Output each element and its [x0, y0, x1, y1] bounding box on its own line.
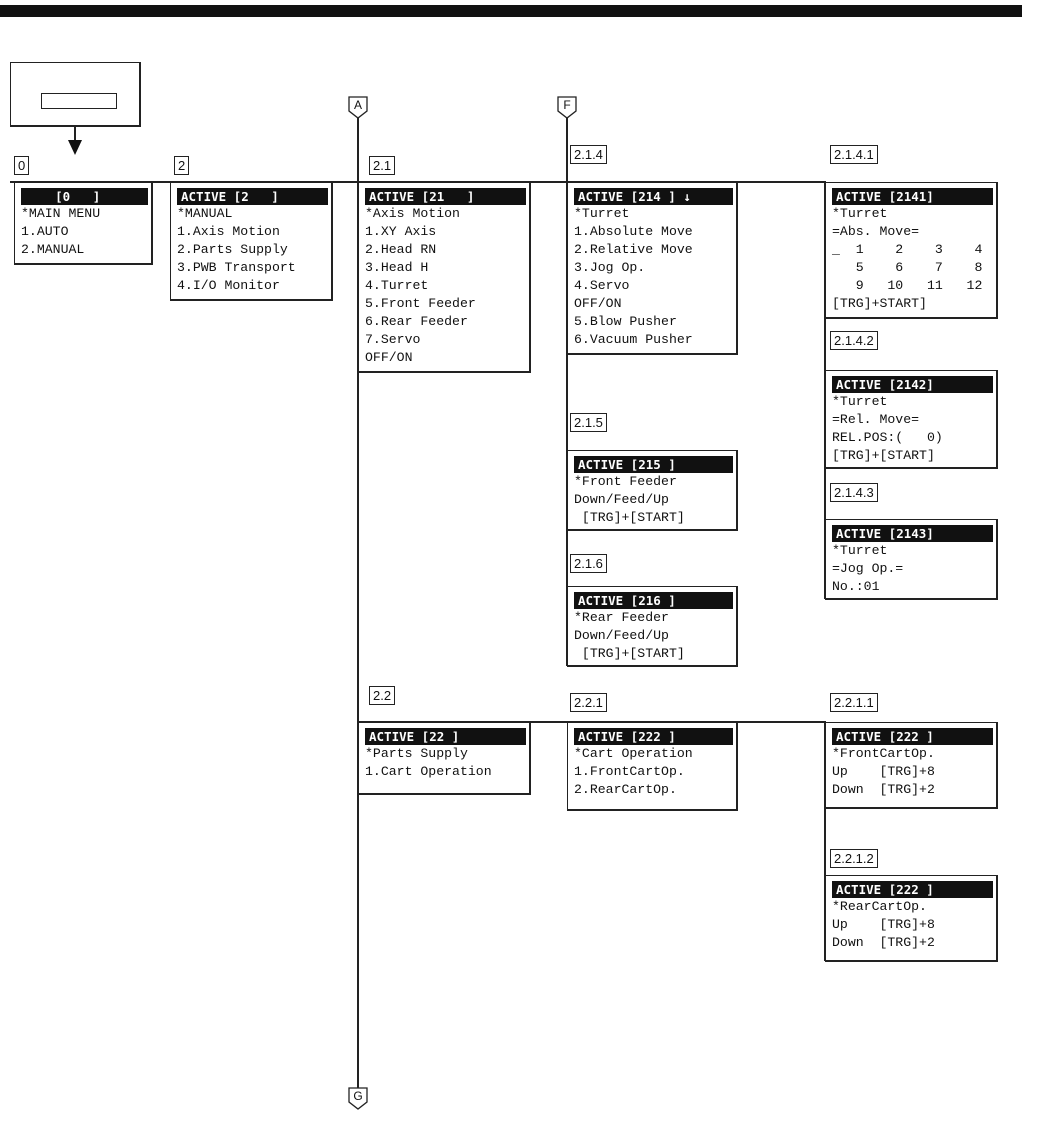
menu-row: 9 10 11 12: [832, 278, 983, 293]
screen-2-2-1-2: [825, 875, 998, 962]
connector-a: [348, 96, 368, 120]
screen-2-1-4: [567, 182, 738, 355]
screen-header: ACTIVE [22 ]: [365, 728, 526, 745]
screen-header: [0 ]: [21, 188, 148, 205]
menu-row: 2.Parts Supply: [177, 242, 288, 257]
menu-row: OFF/ON: [365, 350, 413, 365]
menu-row: No.:01: [832, 579, 880, 594]
menu-row: [TRG]+[START]: [574, 510, 685, 525]
screen-header: ACTIVE [215 ]: [574, 456, 733, 473]
menu-row: REL.POS:( 0): [832, 430, 943, 445]
menu-row: 5 6 7 8: [832, 260, 983, 275]
menu-row: OFF/ON: [574, 296, 622, 311]
screen-2-2-1: [567, 722, 738, 811]
menu-row: *Turret: [832, 206, 888, 221]
menu-row: 6.Rear Feeder: [365, 314, 468, 329]
menu-row: Up [TRG]+8: [832, 764, 935, 779]
connector-f: [557, 96, 577, 120]
screen-header: ACTIVE [2143]: [832, 525, 993, 542]
connector-g-label: G: [353, 1089, 363, 1103]
menu-row: 3.PWB Transport: [177, 260, 296, 275]
menu-row: 3.Head H: [365, 260, 429, 275]
menu-row: 1.XY Axis: [365, 224, 437, 239]
screen-header: ACTIVE [216 ]: [574, 592, 733, 609]
screen-2-1-4-1: [825, 182, 998, 319]
menu-row: *FrontCartOp.: [832, 746, 935, 761]
menu-row: 4.I/O Monitor: [177, 278, 280, 293]
menu-row: [TRG]+START]: [832, 296, 927, 311]
menu-row: *Parts Supply: [365, 746, 468, 761]
screen-header: ACTIVE [2 ]: [177, 188, 328, 205]
connector-a-label: A: [353, 98, 362, 112]
section-tag-2: 2: [174, 156, 189, 175]
menu-row: *Cart Operation: [574, 746, 693, 761]
menu-row: 2.Relative Move: [574, 242, 693, 257]
menu-row: =Abs. Move=: [832, 224, 920, 239]
menu-row: 1.FrontCartOp.: [574, 764, 685, 779]
start-box: [10, 62, 141, 127]
screen-header: ACTIVE [222 ]: [574, 728, 733, 745]
section-tag-2-2-1-1: 2.2.1.1: [830, 693, 878, 712]
menu-row: Down/Feed/Up: [574, 628, 669, 643]
section-tag-2-1-6: 2.1.6: [570, 554, 607, 573]
menu-row: _ 1 2 3 4: [832, 242, 983, 257]
screen-2-1-4-3: [825, 519, 998, 600]
section-tag-2-1-5: 2.1.5: [570, 413, 607, 432]
screen-2-1: [358, 182, 531, 373]
section-tag-2-2-1-2: 2.2.1.2: [830, 849, 878, 868]
menu-row: *Turret: [832, 394, 888, 409]
menu-row: 1.Absolute Move: [574, 224, 693, 239]
screen-2-1-4-2: [825, 370, 998, 469]
menu-row: Down [TRG]+2: [832, 782, 935, 797]
screen-2: [170, 182, 333, 301]
section-tag-2-1-4: 2.1.4: [570, 145, 607, 164]
section-tag-2-1: 2.1: [369, 156, 395, 175]
screen-header: ACTIVE [2142]: [832, 376, 993, 393]
menu-row: 1.Axis Motion: [177, 224, 280, 239]
menu-row: Down [TRG]+2: [832, 935, 935, 950]
menu-row: 1.Cart Operation: [365, 764, 492, 779]
screen-header: ACTIVE [214 ] ↓: [574, 188, 733, 205]
section-tag-0: 0: [14, 156, 29, 175]
menu-row: *MANUAL: [177, 206, 233, 221]
menu-row: =Rel. Move=: [832, 412, 920, 427]
menu-row: *Front Feeder: [574, 474, 677, 489]
section-tag-2-1-4-2: 2.1.4.2: [830, 331, 878, 350]
menu-row: *Turret: [574, 206, 630, 221]
menu-row: *Axis Motion: [365, 206, 460, 221]
section-tag-2-1-4-1: 2.1.4.1: [830, 145, 878, 164]
menu-row: 4.Servo: [574, 278, 630, 293]
screen-2-2: [358, 722, 531, 795]
menu-row: *Turret: [832, 543, 888, 558]
screen-header: ACTIVE [222 ]: [832, 728, 993, 745]
menu-row: 2.RearCartOp.: [574, 782, 677, 797]
screen-0: [14, 182, 153, 265]
menu-row: =Jog Op.=: [832, 561, 904, 576]
menu-row: 6.Vacuum Pusher: [574, 332, 693, 347]
screen-2-1-6: [567, 586, 738, 667]
connector-g: [348, 1087, 368, 1111]
arrow-down-icon: [68, 140, 82, 156]
section-tag-2-2: 2.2: [369, 686, 395, 705]
menu-row: 5.Front Feeder: [365, 296, 476, 311]
connector-f-label: F: [563, 98, 571, 112]
screen-header: ACTIVE [21 ]: [365, 188, 526, 205]
menu-row: Down/Feed/Up: [574, 492, 669, 507]
section-tag-2-1-4-3: 2.1.4.3: [830, 483, 878, 502]
menu-row: 4.Turret: [365, 278, 429, 293]
menu-row: [TRG]+[START]: [574, 646, 685, 661]
menu-row: 7.Servo: [365, 332, 421, 347]
menu-row: *Rear Feeder: [574, 610, 669, 625]
screen-2-1-5: [567, 450, 738, 531]
menu-row: [TRG]+[START]: [832, 448, 935, 463]
menu-row: 2.MANUAL: [21, 242, 85, 257]
menu-row: *MAIN MENU: [21, 206, 101, 221]
start-button-shape: [41, 93, 117, 109]
screen-2-2-1-1: [825, 722, 998, 809]
section-tag-2-2-1: 2.2.1: [570, 693, 607, 712]
menu-row: 3.Jog Op.: [574, 260, 646, 275]
menu-row: 2.Head RN: [365, 242, 437, 257]
menu-row: *RearCartOp.: [832, 899, 927, 914]
menu-row: 1.AUTO: [21, 224, 69, 239]
screen-header: ACTIVE [222 ]: [832, 881, 993, 898]
screen-header: ACTIVE [2141]: [832, 188, 993, 205]
menu-row: 5.Blow Pusher: [574, 314, 677, 329]
header-bar: [0, 5, 1022, 17]
menu-row: Up [TRG]+8: [832, 917, 935, 932]
